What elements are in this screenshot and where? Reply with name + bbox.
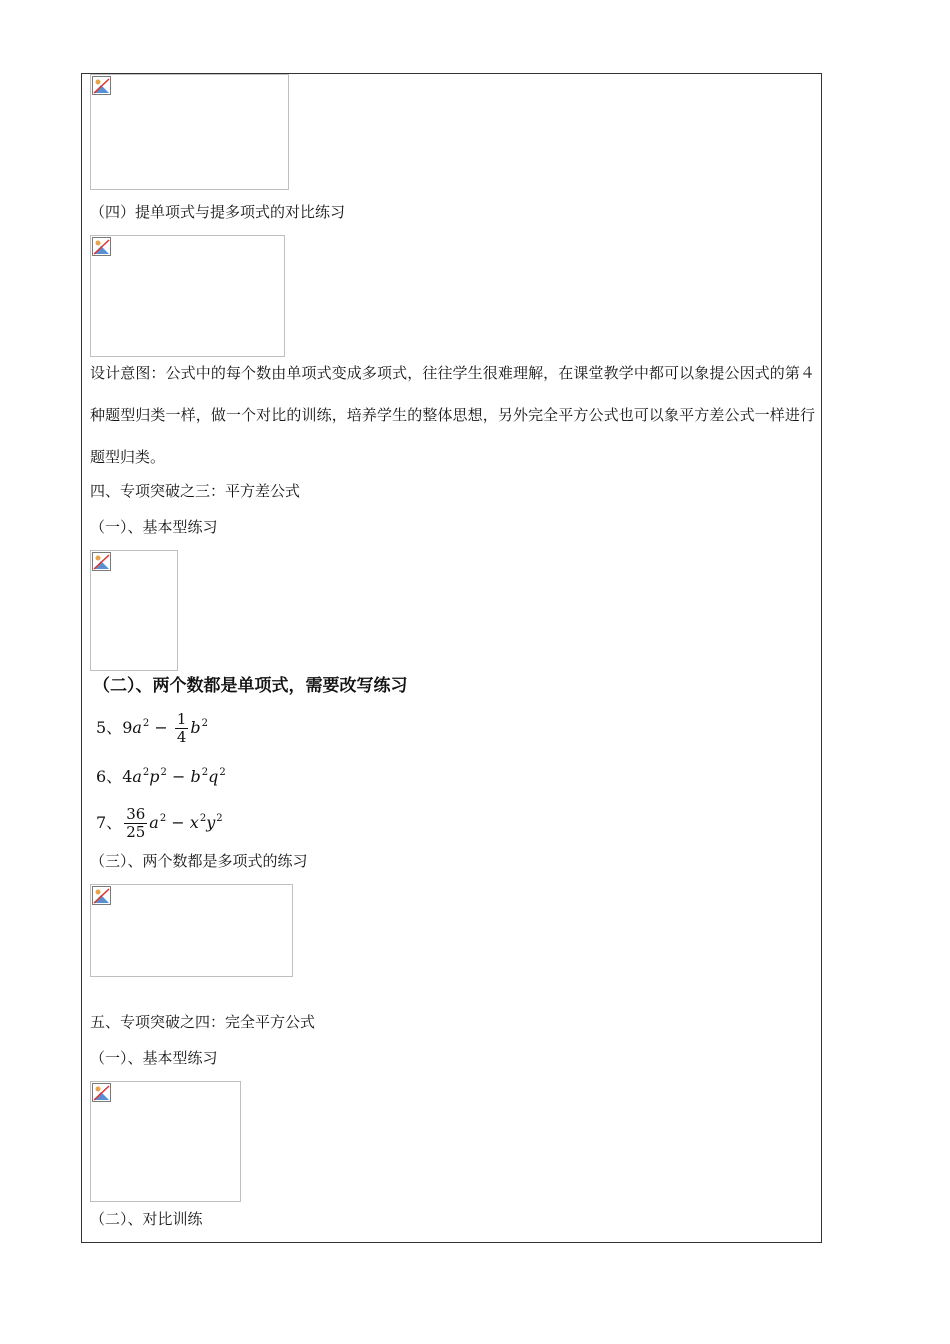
exponent: 2 — [160, 767, 167, 778]
image-placeholder — [90, 235, 285, 357]
image-placeholder — [90, 884, 293, 977]
exponent: 2 — [219, 767, 226, 778]
expr-number: 7、 — [96, 813, 123, 832]
section-heading: 五、专项突破之四：完全平方公式 — [90, 1013, 316, 1031]
variable: q — [208, 767, 219, 786]
subsection-heading: （一）、基本型练习 — [90, 518, 218, 536]
expr-number: 6、 — [96, 767, 123, 786]
exponent: 2 — [201, 718, 209, 729]
subsection-heading: （二）、两个数都是单项式，需要改写练习 — [93, 676, 408, 696]
variable: b — [190, 767, 201, 786]
denominator: 4 — [176, 728, 187, 746]
numerator: 36 — [126, 805, 146, 823]
variable: a — [149, 813, 159, 832]
math-expression-5 — [96, 711, 208, 746]
variable: p — [149, 767, 160, 786]
fraction — [124, 806, 147, 841]
fraction — [175, 711, 189, 746]
broken-image-icon — [92, 1083, 111, 1102]
exponent: 2 — [159, 813, 167, 824]
math-expression-7 — [96, 806, 223, 841]
numerator: 1 — [176, 710, 187, 728]
image-placeholder — [90, 74, 289, 190]
exponent: 2 — [201, 767, 209, 778]
variable: b — [190, 718, 201, 737]
subsection-heading: （三）、两个数都是多项式的练习 — [90, 852, 308, 870]
exponent: 2 — [216, 813, 223, 824]
exponent: 2 — [199, 813, 207, 824]
math-expression-6 — [96, 764, 226, 786]
image-placeholder — [90, 550, 178, 671]
subsection-heading: （一）、基本型练习 — [90, 1049, 218, 1067]
broken-image-icon — [92, 76, 111, 95]
operator: − — [166, 813, 190, 832]
variable: a — [132, 767, 142, 786]
exponent: 2 — [142, 718, 150, 729]
coefficient: 4 — [122, 767, 133, 786]
variable: x — [189, 813, 199, 832]
broken-image-icon — [92, 237, 111, 256]
operator: − — [166, 767, 191, 786]
exercise-heading: （四）提单项式与提多项式的对比练习 — [90, 203, 346, 221]
variable: a — [132, 718, 142, 737]
broken-image-icon — [92, 886, 111, 905]
design-intent-paragraph: 设计意图：公式中的每个数由单项式变成多项式，往往学生很难理解，在课堂教学中都可以象提公因式的第４种题型归类一样，做一个对比的训练，培养学生的整体思想，另外完全平方公式也可以象平方差公式一样进行题型归类。 — [90, 364, 815, 466]
section-heading: 四、专项突破之三：平方差公式 — [90, 482, 301, 500]
subsection-heading: （二）、对比训练 — [90, 1210, 203, 1228]
image-placeholder — [90, 1081, 241, 1202]
exponent: 2 — [142, 767, 150, 778]
broken-image-icon — [92, 552, 111, 571]
denominator: 25 — [126, 823, 146, 841]
variable: y — [206, 813, 216, 832]
coefficient: 9 — [122, 718, 133, 737]
operator: − — [149, 718, 173, 737]
expr-number: 5、 — [96, 718, 123, 737]
